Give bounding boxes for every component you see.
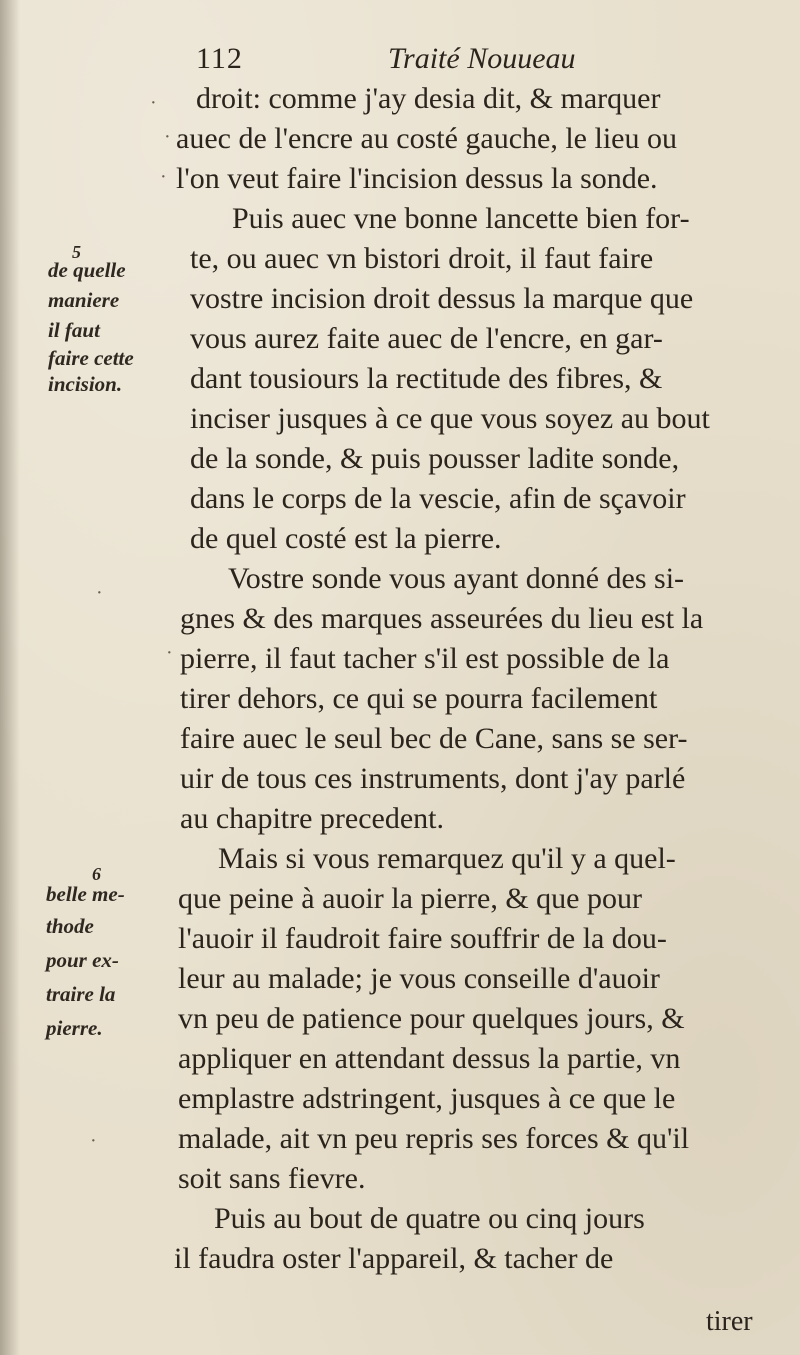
margin-note-line: pour ex-	[46, 948, 119, 972]
text-line: uir de tous ces instruments, dont j'ay parlé	[180, 762, 686, 795]
margin-note-number: 6	[92, 864, 101, 884]
ink-speck: ·	[166, 642, 173, 664]
text-line: Puis auec vne bonne lancette bien for-	[232, 202, 690, 235]
text-line: tirer dehors, ce qui se pourra facilement	[180, 682, 658, 715]
text-line: il faudra oster l'appareil, & tacher de	[174, 1242, 614, 1275]
text-line: gnes & des marques asseurées du lieu est la	[180, 602, 704, 635]
margin-note-line: traire la	[46, 982, 116, 1006]
margin-note-line: il faut	[48, 318, 100, 342]
running-title: Traité Nouueau	[388, 42, 576, 75]
margin-note-line: thode	[46, 914, 94, 938]
ink-speck: ·	[160, 166, 167, 188]
ink-speck: ·	[150, 92, 157, 114]
margin-note-line: pierre.	[46, 1016, 103, 1040]
page-number: 112	[196, 42, 243, 75]
text-line: vous aurez faite auec de l'encre, en gar-	[190, 322, 663, 355]
margin-note-line: belle me-	[46, 882, 125, 906]
margin-note-number: 5	[72, 242, 81, 262]
text-line: que peine à auoir la pierre, & que pour	[178, 882, 642, 915]
text-line: dans le corps de la vescie, afin de sçavoir	[190, 482, 686, 515]
text-line: au chapitre precedent.	[180, 802, 445, 835]
margin-note-line: faire cette	[48, 346, 134, 370]
text-line: dant tousiours la rectitude des fibres, &	[190, 362, 663, 395]
text-line: faire auec le seul bec de Cane, sans se ser-	[180, 722, 688, 755]
text-line: auec de l'encre au costé gauche, le lieu ou	[176, 122, 677, 155]
text-line: de la sonde, & puis pousser ladite sonde,	[190, 442, 680, 475]
text-line: vn peu de patience pour quelques jours, &	[178, 1002, 685, 1035]
page-header	[0, 42, 800, 82]
text-line: soit sans fievre.	[178, 1162, 366, 1195]
text-line: Mais si vous remarquez qu'il y a quel-	[218, 842, 676, 875]
text-line: emplastre adstringent, jusques à ce que le	[178, 1082, 676, 1115]
text-line: vostre incision droit dessus la marque que	[190, 282, 694, 315]
ink-speck: ·	[96, 582, 103, 604]
margin-note-line: incision.	[48, 372, 123, 396]
text-line: l'auoir il faudroit faire souffrir de la dou-	[178, 922, 667, 955]
text-line: malade, ait vn peu repris ses forces & qu'il	[178, 1122, 690, 1155]
text-line: Puis au bout de quatre ou cinq jours	[214, 1202, 645, 1235]
binding-shadow	[0, 0, 20, 1355]
margin-note-line: maniere	[48, 288, 120, 312]
ink-speck: ·	[90, 1130, 97, 1152]
text-line: pierre, il faut tacher s'il est possible de la	[180, 642, 670, 675]
text-line: appliquer en attendant dessus la partie, vn	[178, 1042, 681, 1075]
text-line: droit: comme j'ay desia dit, & marquer	[196, 82, 661, 115]
text-line: Vostre sonde vous ayant donné des si-	[228, 562, 685, 595]
catchword: tirer	[706, 1306, 753, 1337]
text-line: leur au malade; je vous conseille d'auoir	[178, 962, 660, 995]
margin-note-line: de quelle	[48, 258, 126, 282]
text-line: te, ou auec vn bistori droit, il faut faire	[190, 242, 654, 275]
text-line: de quel costé est la pierre.	[190, 522, 502, 555]
text-line: l'on veut faire l'incision dessus la sonde.	[176, 162, 658, 195]
ink-speck: ·	[164, 126, 171, 148]
text-line: inciser jusques à ce que vous soyez au bout	[190, 402, 710, 435]
